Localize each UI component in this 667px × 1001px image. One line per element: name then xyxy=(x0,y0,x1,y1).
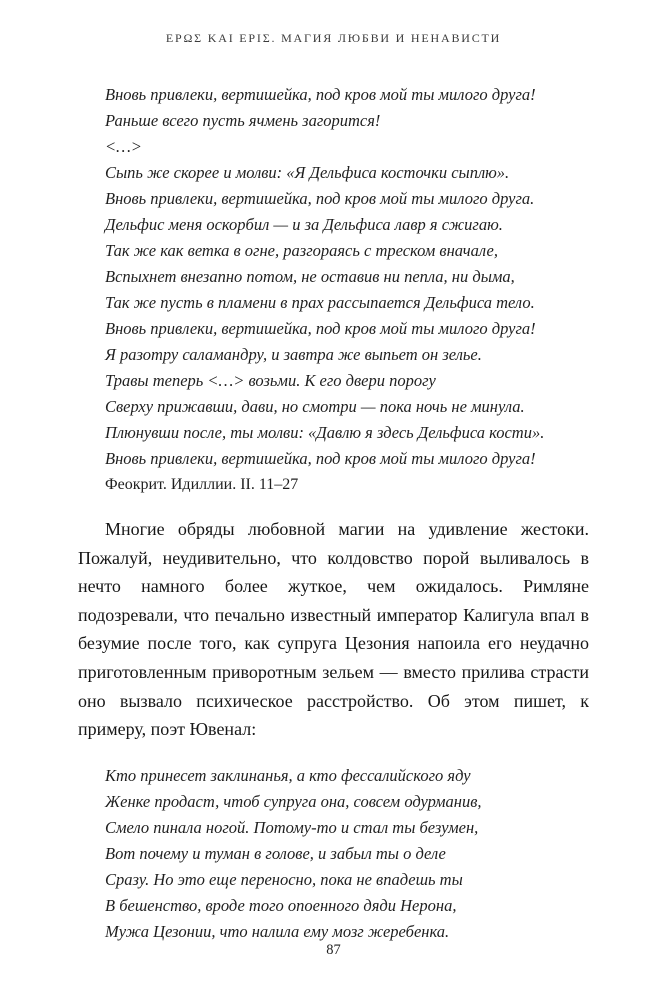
verse-block-theocritus xyxy=(105,82,589,472)
verse-line: Сразу. Но это еще переносно, пока не впадешь ты xyxy=(105,869,463,889)
verse-line: Смело пинала ногой. Потому-то и стал ты безумен, xyxy=(105,817,479,837)
verse-line: <…> xyxy=(105,137,142,156)
verse-line: Так же как ветка в огне, разгораясь с треском вначале, xyxy=(105,241,498,260)
verse-line: Раньше всего пусть ячмень загорится! xyxy=(105,111,381,130)
running-header: ΕΡΩΣ ΚΑΙ ΕΡΙΣ. МАГИЯ ЛЮБВИ И НЕНАВИСТИ xyxy=(165,31,502,45)
page-content xyxy=(0,82,667,945)
verse-line: В бешенство, вроде того опоенного дяди Нерона, xyxy=(105,895,457,915)
body-paragraph: Многие обряды любовной магии на удивление жестоки. Пожалуй, неудивительно, что колдовство порой выливалось в нечто намного более жуткое, чем ожидалось. Римляне подозревали, что печально известный император Калигула впал в безумие после того, как супруга Цезония напоила его неудачно приготовленным приворотным зельем — вместо прилива страсти оно вызвало психическое расстройство. Об этом пишет, к примеру, поэт Ювенал: xyxy=(78,519,589,740)
verse-attribution: Феокрит. Идиллии. II. 11–27 xyxy=(105,476,299,493)
verse-line: Я разотру саламандру, и завтра же выпьет он зелье. xyxy=(105,345,482,364)
verse-line: Дельфис меня оскорбил — и за Дельфиса лавр я сжигаю. xyxy=(105,215,503,234)
verse-line: Женке продаст, чтоб супруга она, совсем одурманив, xyxy=(105,791,482,811)
verse-block-juvenal xyxy=(105,763,589,945)
verse-line: Травы теперь <…> возьми. К его двери порогу xyxy=(105,371,436,390)
verse-line: Кто принесет заклинанья, а кто фессалийского яду xyxy=(105,765,471,785)
verse-line: Вновь привлеки, вертишейка, под кров мой ты милого друга! xyxy=(105,319,536,338)
verse-line: Вновь привлеки, вертишейка, под кров мой ты милого друга. xyxy=(105,189,535,208)
page-number: 87 xyxy=(326,942,341,958)
verse-line: Так же пусть в пламени в прах рассыпается Дельфиса тело. xyxy=(105,293,535,312)
verse-line: Вот почему и туман в голове, и забыл ты о деле xyxy=(105,843,446,863)
verse-line: Вспыхнет внезапно потом, не оставив ни пепла, ни дыма, xyxy=(105,267,515,286)
verse-line: Сверху прижавши, дави, но смотри — пока ночь не минула. xyxy=(105,397,525,416)
verse-line: Вновь привлеки, вертишейка, под кров мой ты милого друга! xyxy=(105,85,536,104)
verse-line: Мужа Цезонии, что налила ему мозг жеребенка. xyxy=(105,921,450,941)
verse-line: Вновь привлеки, вертишейка, под кров мой ты милого друга! xyxy=(105,449,536,468)
verse-line: Сыпь же скорее и молви: «Я Дельфиса косточки сыплю». xyxy=(105,163,510,182)
verse-line: Плюнувши после, ты молви: «Давлю я здесь Дельфиса кости». xyxy=(105,423,545,442)
